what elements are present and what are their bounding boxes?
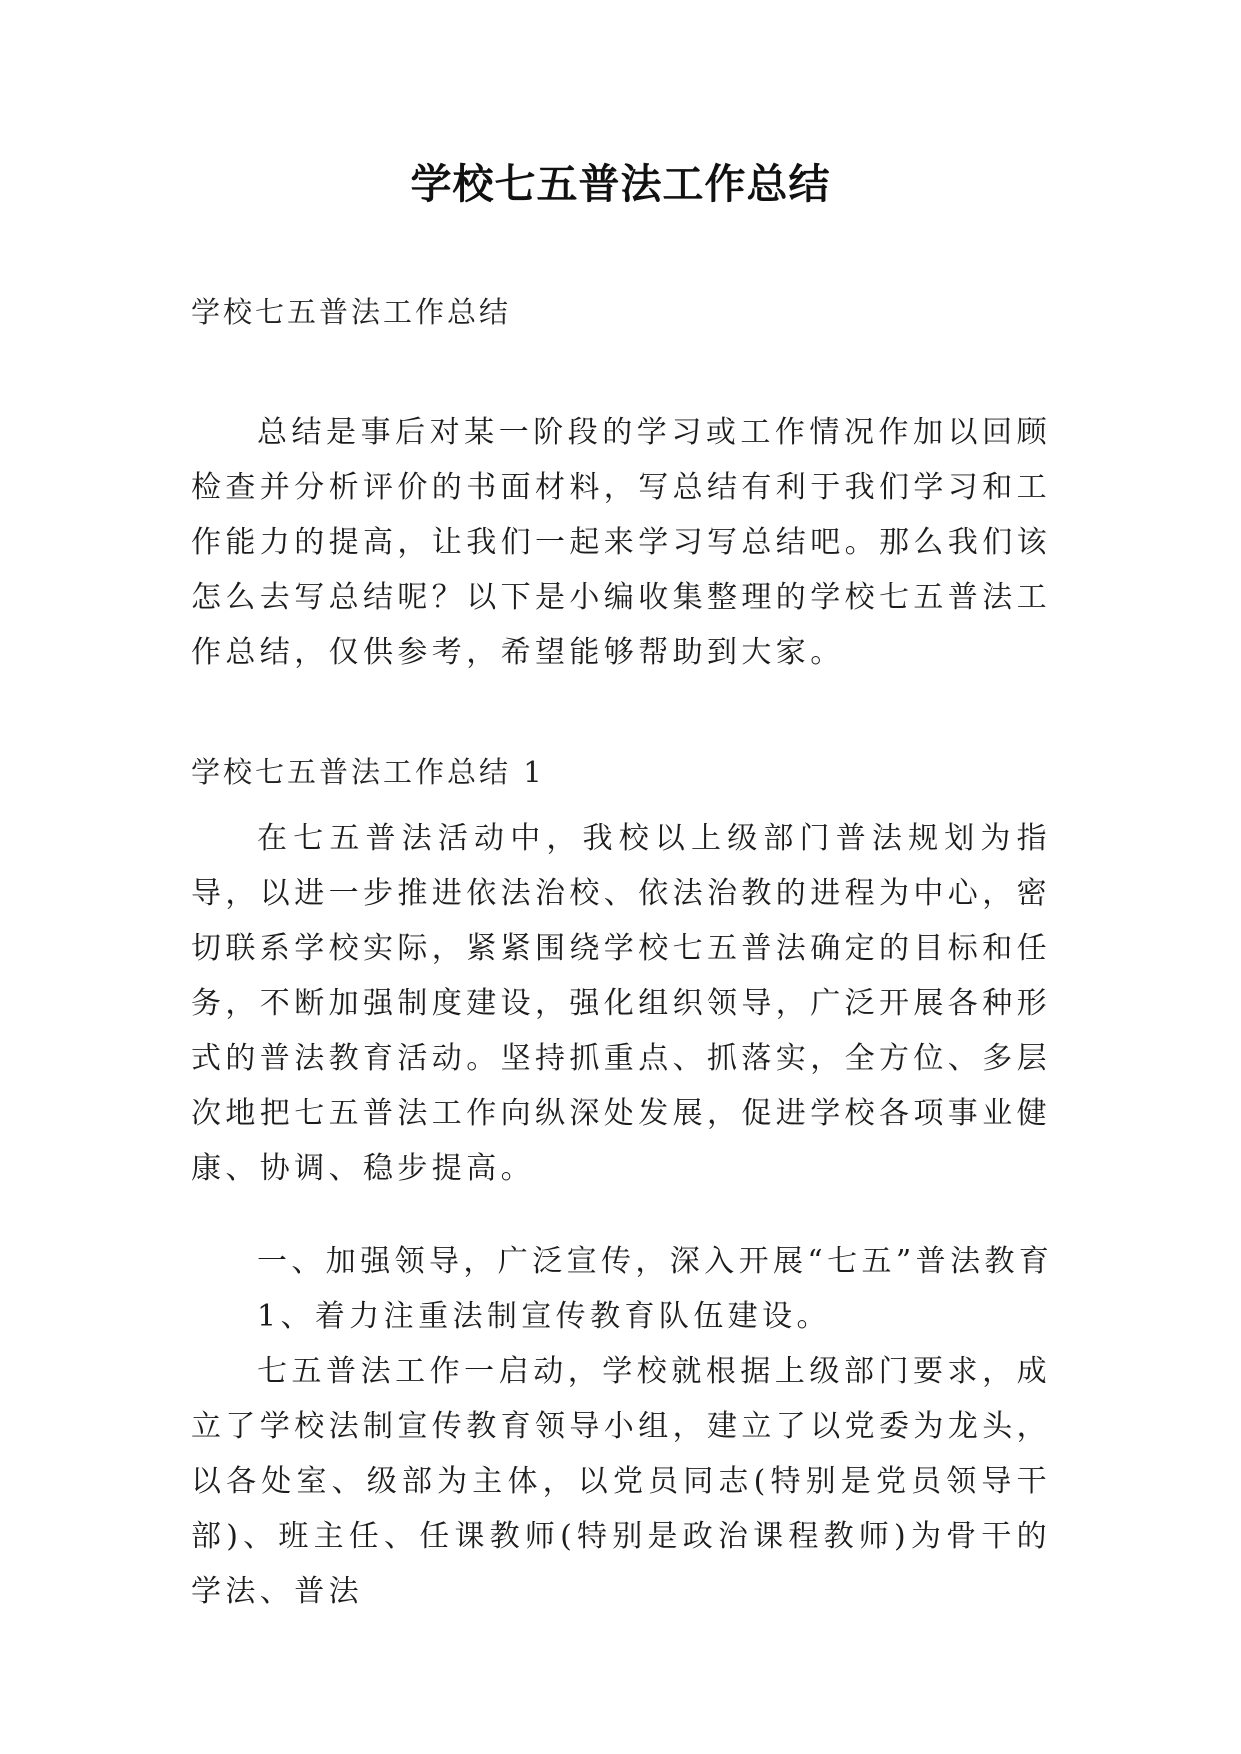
intro-paragraph: 总结是事后对某一阶段的学习或工作情况作加以回顾检查并分析评价的书面材料，写总结有利于我们学习和工作能力的提高，让我们一起来学习写总结吧。那么我们该怎么去写总结呢？以下是小编收集整理的学校七五普法工作总结，仅供参考，希望能够帮助到大家。 [191,415,1051,670]
document-subtitle: 学校七五普法工作总结 [191,295,512,329]
section-subitem-heading: 1、着力注重法制宣传教育队伍建设。 [257,1299,831,1334]
section-paragraph: 在七五普法活动中，我校以上级部门普法规划为指导，以进一步推进依法治校、依法治教的进程为中心，密切联系学校实际，紧紧围绕学校七五普法确定的目标和任务，不断加强制度建设，强化组织领导，广泛开展各种形式的普法教育活动。坚持抓重点、抓落实，全方位、多层次地把七五普法工作向纵深处发展，促进学校各项事业健康、协调、稳步提高。 [191,821,1051,1186]
document-title: 学校七五普法工作总结 [410,160,831,208]
section-heading: 学校七五普法工作总结 1 [191,755,545,789]
section-paragraph: 七五普法工作一启动，学校就根据上级部门要求，成立了学校法制宣传教育领导小组，建立了以党委为龙头，以各处室、级部为主体，以党员同志(特别是党员领导干部)、班主任、任课教师(特别是政治课程教师)为骨干的学法、普法 [191,1354,1051,1609]
section-item-heading: 一、加强领导，广泛宣传，深入开展“七五”普法教育 [257,1244,1054,1279]
